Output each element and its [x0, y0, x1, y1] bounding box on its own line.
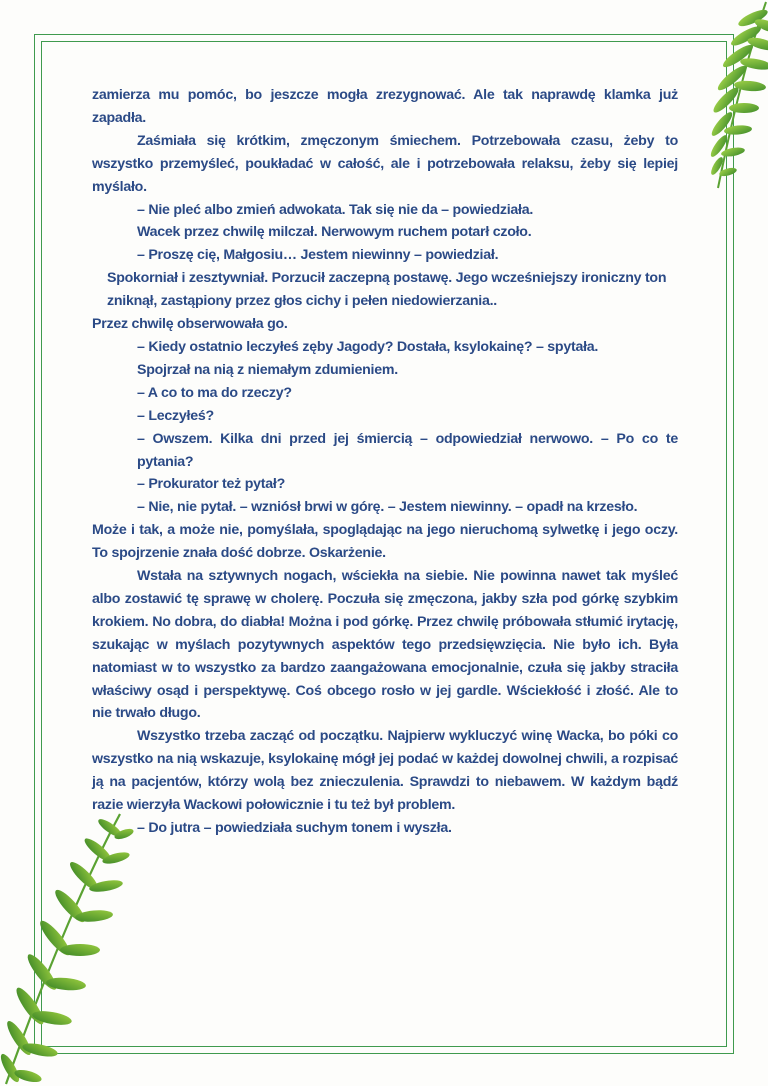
dialogue-line: Spojrzał na nią z niemałym zdumieniem.: [137, 361, 398, 378]
paragraph: Wszystko trzeba zacząć od początku. Najpierw wykluczyć winę Wacka, bo póki co wszystko na nią wskazuje, ksylokainę mógł jej podać w każdej dowolnej chwili, a rozpisać ją na pacjentów, którzy wolą bez znieczulenia. Sprawdzi to niebawem. W każdym bądź razie wierzyła Wackowi połowicznie i tu też był problem.: [92, 728, 678, 814]
dialogue-line: – Prokurator też pytał?: [137, 476, 285, 493]
dialogue-line: – Owszem. Kilka dni przed jej śmiercią – odpowiedział nerwowo. – Po co te pytania?: [137, 430, 678, 470]
body-text: [92, 84, 678, 840]
dialogue-line: – Proszę cię, Małgosiu… Jestem niewinny – powiedział.: [137, 247, 499, 264]
dialogue-line: Wacek przez chwilę milczał. Nerwowym ruchem potarł czoło.: [137, 224, 532, 241]
paragraph: Wstała na sztywnych nogach, wściekła na siebie. Nie powinna nawet tak myśleć albo zostawić tę sprawę w cholerę. Poczuła się zmęczona, jakby szła pod górkę szybkim krokiem. No dobra, do diabła! Można i pod górkę. Przez chwilę próbowała stłumić irytację, szukając w myślach pozytywnych aspektów tego przedsięwzięcia. Nie było ich. Była natomiast w to wszystko za bardzo zaangażowana emocjonalnie, czuła się jakby straciła właściwy osąd i perspektywę. Coś obcego rosło w jej gardle. Wściekłość i złość. Ale to nie trwało długo.: [92, 568, 678, 722]
dialogue-line: – Do jutra – powiedziała suchym tonem i wyszła.: [137, 820, 452, 836]
paragraph: zamierza mu pomóc, bo jeszcze mogła zrezygnować. Ale tak naprawdę klamka już zapadła.: [92, 87, 678, 126]
dialogue-line: – Kiedy ostatnio leczyłeś zęby Jagody? Dostała, ksylokainę? – spytała.: [137, 338, 599, 355]
paragraph: Spokorniał i zesztywniał. Porzucił zaczepną postawę. Jego wcześniejszy ironiczny ton zniknął, zastąpiony przez głos cichy i pełen niedowierzania..: [107, 270, 667, 310]
dialogue-line: – Nie, nie pytał. – wzniósł brwi w górę. – Jestem niewinny. – opadł na krzesło.: [137, 499, 638, 516]
dialogue-line: – A co to ma do rzeczy?: [137, 384, 292, 401]
fern-leaf-bottom-left: [0, 810, 135, 1086]
dialogue-line: – Leczyłeś?: [137, 407, 214, 424]
paragraph: Może i tak, a może nie, pomyślała, spoglądając na jego nieruchomą sylwetkę i jego oczy. To spojrzenie znała dość dobrze. Oskarżenie.: [92, 522, 678, 562]
paragraph: Zaśmiała się krótkim, zmęczonym śmiechem. Potrzebowała czasu, żeby to wszystko przemyśleć, poukładać w całość, ale i potrzebowała relaksu, żeby się lepiej myślało.: [92, 132, 678, 195]
paragraph: Przez chwilę obserwowała go.: [92, 316, 288, 333]
dialogue-line: – Nie pleć albo zmień adwokata. Tak się nie da – powiedziała.: [137, 201, 534, 218]
